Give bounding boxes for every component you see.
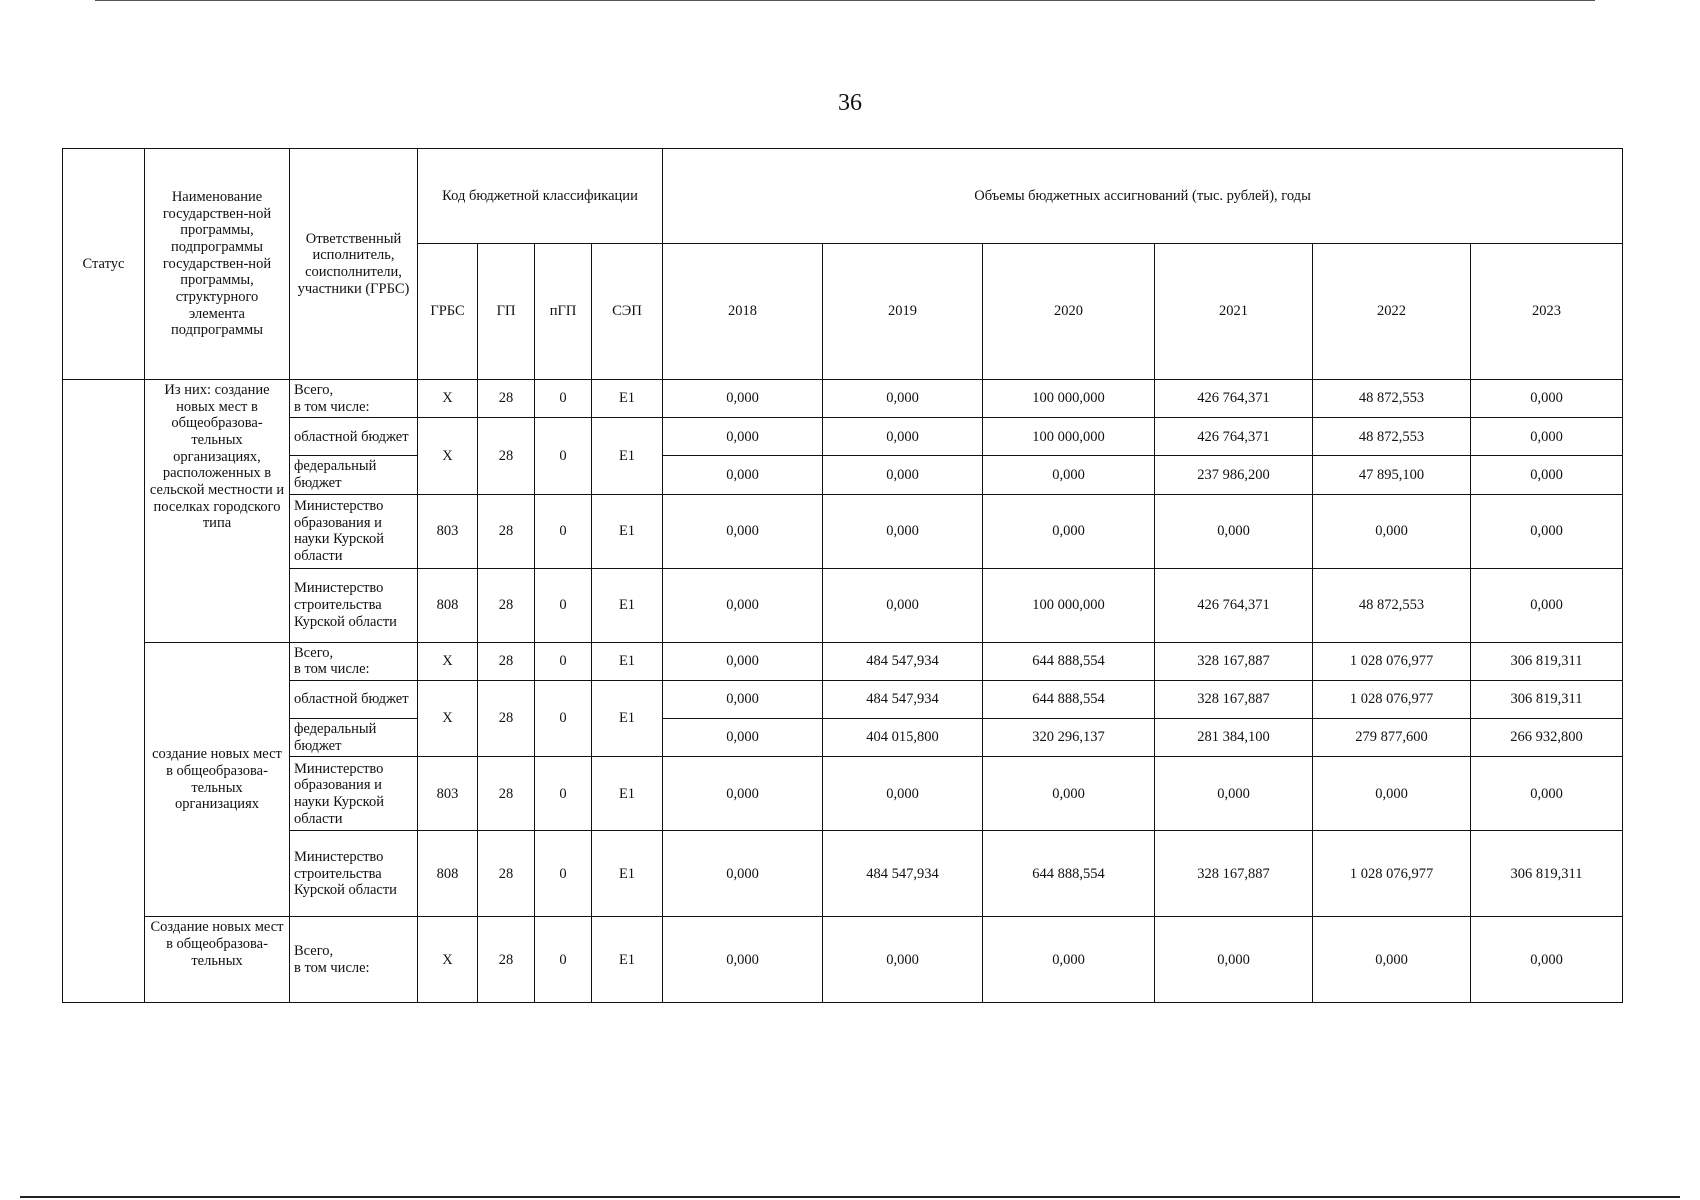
grbs-cell: Х [418,917,478,1003]
value-2020: 0,000 [983,456,1155,494]
value-2022: 0,000 [1313,917,1471,1003]
value-2021: 328 167,887 [1155,681,1313,719]
value-2020: 644 888,554 [983,831,1155,917]
value-2019: 0,000 [823,494,983,568]
responsible-cell: федеральный бюджет [290,719,418,757]
grbs-cell: 808 [418,831,478,917]
responsible-cell: Министерство образования и науки Курской области [290,494,418,568]
header-year-2019: 2019 [823,244,983,380]
value-2023: 306 819,311 [1471,831,1623,917]
header-gp: ГП [478,244,535,380]
table-row [63,380,1623,418]
responsible-cell: Министерство строительства Курской области [290,568,418,642]
responsible-cell: Всего, в том числе: [290,380,418,418]
header-year-2020: 2020 [983,244,1155,380]
value-2022: 1 028 076,977 [1313,642,1471,680]
gp-cell: 28 [478,568,535,642]
pgp-cell: 0 [535,642,592,680]
value-2020: 320 296,137 [983,719,1155,757]
status-cell [63,380,145,1003]
group-name: создание новых мест в общеобразова-тельных организациях [145,642,290,917]
pgp-cell: 0 [535,917,592,1003]
header-program-name: Наименование государствен-ной программы, подпрограммы государствен-ной программы, структурного элемента подпрограммы [145,149,290,380]
budget-table [62,148,1623,1003]
sep-cell: Е1 [592,418,663,494]
value-2022: 0,000 [1313,494,1471,568]
page-number: 36 [838,90,862,116]
value-2021: 328 167,887 [1155,642,1313,680]
table-row [63,719,1623,757]
gp-cell: 28 [478,418,535,494]
sep-cell: Е1 [592,642,663,680]
value-2020: 0,000 [983,917,1155,1003]
table-row [63,831,1623,917]
table-row [63,917,1623,1003]
gp-cell: 28 [478,380,535,418]
value-2023: 0,000 [1471,568,1623,642]
value-2020: 644 888,554 [983,642,1155,680]
table-row [63,642,1623,680]
responsible-cell: областной бюджет [290,681,418,719]
header-grbs: ГРБС [418,244,478,380]
gp-cell: 28 [478,757,535,831]
value-2019: 404 015,800 [823,719,983,757]
table-row [63,456,1623,494]
responsible-cell: Министерство образования и науки Курской области [290,757,418,831]
value-2019: 484 547,934 [823,642,983,680]
value-2022: 0,000 [1313,757,1471,831]
value-2020: 644 888,554 [983,681,1155,719]
value-2020: 100 000,000 [983,568,1155,642]
value-2018: 0,000 [663,681,823,719]
responsible-cell: Всего, в том числе: [290,642,418,680]
header-row-1 [63,149,1623,244]
value-2022: 48 872,553 [1313,380,1471,418]
pgp-cell: 0 [535,418,592,494]
header-year-2022: 2022 [1313,244,1471,380]
pgp-cell: 0 [535,380,592,418]
value-2020: 0,000 [983,494,1155,568]
sep-cell: Е1 [592,681,663,757]
responsible-cell: Всего, в том числе: [290,917,418,1003]
value-2022: 279 877,600 [1313,719,1471,757]
group-name: Из них: создание новых мест в общеобразова-тельных организациях, расположенных в сельской местности и поселках городского типа [145,380,290,643]
responsible-cell: Министерство строительства Курской области [290,831,418,917]
header-responsible: Ответственный исполнитель, соисполнители, участники (ГРБС) [290,149,418,380]
header-volumes: Объемы бюджетных ассигнований (тыс. рублей), годы [663,149,1623,244]
header-year-2021: 2021 [1155,244,1313,380]
gp-cell: 28 [478,917,535,1003]
grbs-cell: Х [418,380,478,418]
value-2019: 0,000 [823,757,983,831]
pgp-cell: 0 [535,757,592,831]
value-2021: 0,000 [1155,494,1313,568]
value-2023: 306 819,311 [1471,642,1623,680]
sep-cell: Е1 [592,831,663,917]
value-2020: 0,000 [983,757,1155,831]
value-2023: 0,000 [1471,494,1623,568]
header-status: Статус [63,149,145,380]
value-2021: 426 764,371 [1155,568,1313,642]
gp-cell: 28 [478,681,535,757]
header-year-2023: 2023 [1471,244,1623,380]
value-2023: 0,000 [1471,456,1623,494]
value-2022: 1 028 076,977 [1313,681,1471,719]
value-2022: 47 895,100 [1313,456,1471,494]
grbs-cell: Х [418,418,478,494]
grbs-cell: Х [418,681,478,757]
value-2020: 100 000,000 [983,380,1155,418]
value-2020: 100 000,000 [983,418,1155,456]
sep-cell: Е1 [592,917,663,1003]
responsible-cell: областной бюджет [290,418,418,456]
value-2018: 0,000 [663,418,823,456]
pgp-cell: 0 [535,831,592,917]
value-2018: 0,000 [663,456,823,494]
sep-cell: Е1 [592,494,663,568]
value-2018: 0,000 [663,642,823,680]
bottom-rule [20,1196,1680,1198]
value-2019: 0,000 [823,380,983,418]
value-2018: 0,000 [663,380,823,418]
value-2018: 0,000 [663,757,823,831]
grbs-cell: 808 [418,568,478,642]
value-2023: 0,000 [1471,757,1623,831]
value-2019: 0,000 [823,418,983,456]
value-2021: 0,000 [1155,917,1313,1003]
grbs-cell: 803 [418,757,478,831]
value-2023: 0,000 [1471,917,1623,1003]
value-2021: 0,000 [1155,757,1313,831]
grbs-cell: 803 [418,494,478,568]
header-pgp: пГП [535,244,592,380]
sep-cell: Е1 [592,568,663,642]
value-2023: 0,000 [1471,380,1623,418]
value-2023: 0,000 [1471,418,1623,456]
value-2022: 1 028 076,977 [1313,831,1471,917]
responsible-cell: федеральный бюджет [290,456,418,494]
value-2019: 0,000 [823,917,983,1003]
value-2019: 0,000 [823,568,983,642]
gp-cell: 28 [478,494,535,568]
value-2019: 0,000 [823,456,983,494]
value-2021: 426 764,371 [1155,380,1313,418]
header-sep: СЭП [592,244,663,380]
value-2023: 306 819,311 [1471,681,1623,719]
value-2023: 266 932,800 [1471,719,1623,757]
header-budget-code: Код бюджетной классификации [418,149,663,244]
value-2021: 328 167,887 [1155,831,1313,917]
pgp-cell: 0 [535,568,592,642]
value-2019: 484 547,934 [823,831,983,917]
value-2018: 0,000 [663,719,823,757]
value-2022: 48 872,553 [1313,568,1471,642]
value-2018: 0,000 [663,917,823,1003]
value-2019: 484 547,934 [823,681,983,719]
value-2018: 0,000 [663,494,823,568]
table-row [63,568,1623,642]
value-2018: 0,000 [663,568,823,642]
value-2021: 281 384,100 [1155,719,1313,757]
gp-cell: 28 [478,831,535,917]
sep-cell: Е1 [592,757,663,831]
grbs-cell: Х [418,642,478,680]
table-row [63,757,1623,831]
table-row [63,494,1623,568]
top-rule [95,0,1595,1]
gp-cell: 28 [478,642,535,680]
sep-cell: Е1 [592,380,663,418]
value-2018: 0,000 [663,831,823,917]
value-2021: 426 764,371 [1155,418,1313,456]
value-2021: 237 986,200 [1155,456,1313,494]
table-row [63,681,1623,719]
value-2022: 48 872,553 [1313,418,1471,456]
pgp-cell: 0 [535,494,592,568]
table-row [63,418,1623,456]
pgp-cell: 0 [535,681,592,757]
header-year-2018: 2018 [663,244,823,380]
group-name: Создание новых мест в общеобразова-тельных [145,917,290,1003]
